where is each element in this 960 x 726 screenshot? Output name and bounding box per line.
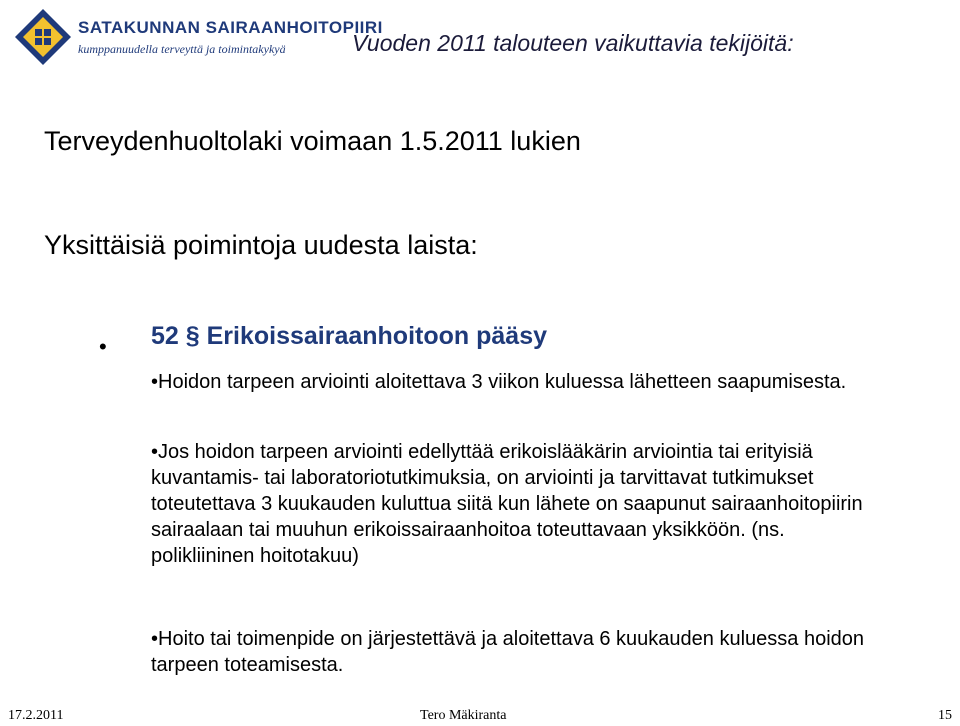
- paragraph-assessment: •Hoidon tarpeen arviointi aloitettava 3 viikon kuluessa lähetteen saapumisesta.: [151, 371, 847, 393]
- organization-logo: [14, 8, 383, 72]
- bullet-marker: •: [99, 334, 107, 359]
- page-number: 15: [938, 708, 952, 723]
- paragraph-specialist: •Jos hoidon tarpeen arviointi edellyttää erikoislääkärin arviointia tai erityisiä kuvantamis- tai laboratoriotutkimuksia, on arviointi ja tarvittavat tutkimukset toteutettava 3 kuukauden kuluttua siitä kun lähete on saapunut sairaanhoitopiirin sairaalaan tai muuhun erikoissairaanhoitoa toteuttavaan yksikköön. (ns. polikliininen hoitotakuu): [151, 441, 863, 567]
- section-heading: 52 § Erikoissairaanhoitoon pääsy: [151, 322, 547, 350]
- intro-line: Yksittäisiä poimintoja uudesta laista:: [44, 230, 478, 260]
- logo-tagline: kumppanuudella terveyttä ja toimintakykyä: [78, 42, 286, 56]
- law-line: Terveydenhuoltolaki voimaan 1.5.2011 lukien: [44, 126, 581, 156]
- paragraph-treatment: •Hoito tai toimenpide on järjestettävä ja aloitettava 6 kuukauden kuluessa hoidon tarpeen toteamisesta.: [151, 628, 865, 676]
- footer-date: 17.2.2011: [8, 708, 64, 723]
- logo-name: SATAKUNNAN SAIRAANHOITOPIIRI: [78, 18, 383, 37]
- diamond-logo-icon: [14, 8, 72, 66]
- footer-author: Tero Mäkiranta: [420, 708, 507, 723]
- slide-title: Vuoden 2011 talouteen vaikuttavia tekijöitä:: [352, 30, 794, 56]
